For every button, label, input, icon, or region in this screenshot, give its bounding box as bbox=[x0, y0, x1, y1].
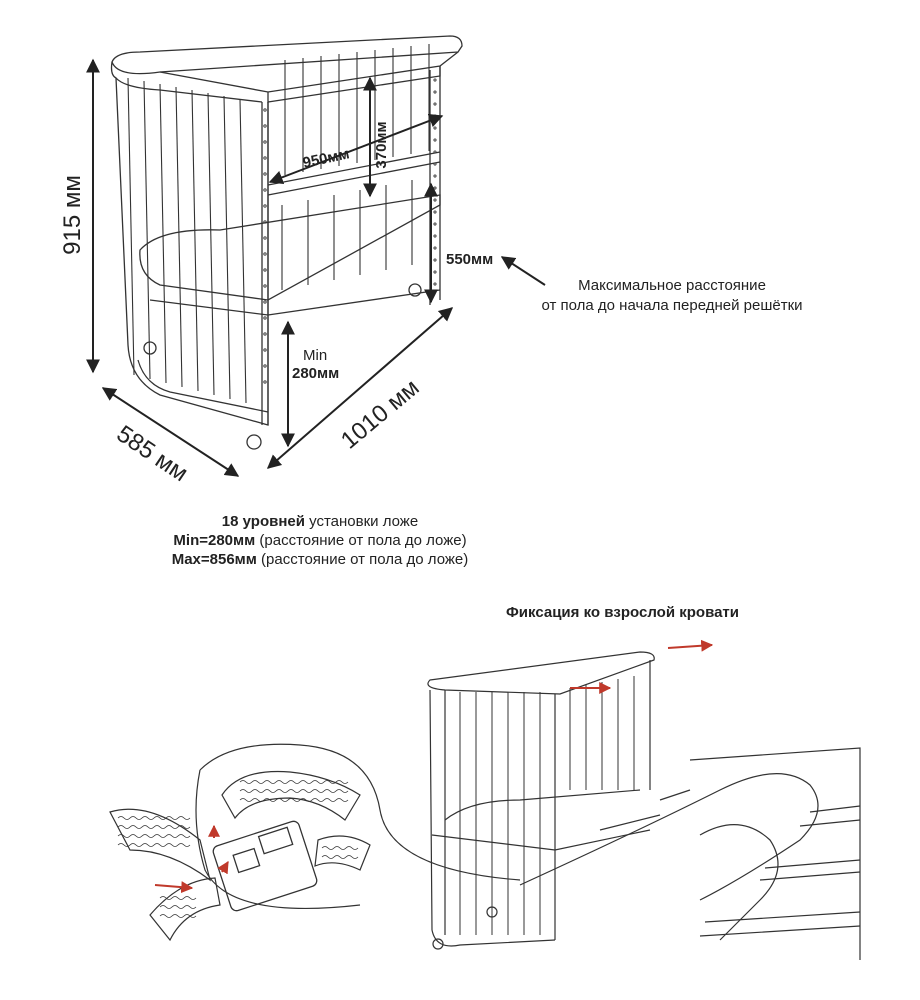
crib-slat bbox=[176, 87, 182, 387]
height-hole bbox=[434, 175, 436, 177]
crib-slat bbox=[128, 78, 134, 375]
height-hole bbox=[264, 157, 266, 159]
height-hole bbox=[264, 349, 266, 351]
crib-slat bbox=[208, 93, 214, 395]
levels-line-2: Min=280мм (расстояние от пола до ложе) bbox=[173, 532, 467, 549]
pointer-arrow bbox=[502, 257, 545, 285]
crib-mattress-base bbox=[140, 195, 440, 300]
fixation-drawing bbox=[110, 652, 860, 960]
rail-height-label: 370мм bbox=[373, 121, 390, 169]
height-hole bbox=[264, 285, 266, 287]
height-hole bbox=[434, 271, 436, 273]
height-hole bbox=[264, 125, 266, 127]
min-label: Min bbox=[303, 347, 328, 364]
wheel bbox=[247, 435, 261, 449]
height-hole bbox=[264, 365, 266, 367]
inner-length-label: 950мм bbox=[301, 145, 351, 172]
buckle-detail bbox=[212, 820, 319, 912]
strap-texture bbox=[118, 817, 190, 820]
height-hole bbox=[264, 141, 266, 143]
crib-slat bbox=[224, 96, 230, 399]
height-hole bbox=[434, 199, 436, 201]
crib-slat bbox=[160, 84, 166, 383]
fixation-title: Фиксация ко взрослой кровати bbox=[506, 604, 739, 621]
annotation-line-2: от пола до начала передней решётки bbox=[541, 297, 803, 314]
height-hole bbox=[434, 283, 436, 285]
height-hole bbox=[264, 237, 266, 239]
height-hole bbox=[264, 221, 266, 223]
strap-texture bbox=[240, 790, 348, 793]
levels-line-1: 18 уровней установки ложе bbox=[221, 513, 419, 530]
height-hole bbox=[264, 269, 266, 271]
height-hole bbox=[264, 301, 266, 303]
height-hole bbox=[434, 79, 436, 81]
zoom-circle bbox=[200, 744, 520, 880]
crib-slat bbox=[192, 90, 198, 391]
height-hole bbox=[434, 103, 436, 105]
height-hole bbox=[434, 115, 436, 117]
height-hole bbox=[264, 173, 266, 175]
height-hole bbox=[264, 333, 266, 335]
strap-texture bbox=[322, 847, 358, 850]
crib-top-rail bbox=[112, 36, 462, 74]
height-hole bbox=[434, 247, 436, 249]
crib-rounded-end bbox=[112, 62, 269, 425]
min-value-label: 280мм bbox=[292, 365, 340, 382]
strap-texture bbox=[118, 844, 190, 847]
height-hole bbox=[434, 151, 436, 153]
height-hole bbox=[434, 223, 436, 225]
inner-length-dim-arrow bbox=[270, 116, 442, 182]
height-hole bbox=[434, 127, 436, 129]
crib-slat bbox=[240, 99, 246, 403]
length-label: 1010 мм bbox=[335, 374, 425, 455]
annotation-line-1: Максимальное расстояние bbox=[578, 277, 766, 294]
strap-texture bbox=[118, 835, 190, 838]
height-hole bbox=[434, 91, 436, 93]
adult-bed-edge bbox=[690, 748, 860, 960]
strap-texture bbox=[160, 906, 196, 909]
levels-line-3: Max=856мм (расстояние от пола до ложе) bbox=[171, 551, 469, 568]
small-crib-top-rail bbox=[428, 652, 654, 694]
height-total-label: 915 мм bbox=[59, 175, 86, 255]
height-hole bbox=[434, 163, 436, 165]
strap-texture bbox=[118, 826, 190, 829]
gap-label: 550мм bbox=[446, 251, 494, 268]
depth-label: 585 мм bbox=[111, 420, 193, 488]
red-arrow bbox=[668, 645, 712, 648]
levels-info bbox=[40, 512, 600, 569]
red-arrow bbox=[222, 862, 228, 872]
height-hole bbox=[434, 211, 436, 213]
height-hole bbox=[264, 317, 266, 319]
height-hole bbox=[264, 253, 266, 255]
height-hole bbox=[434, 235, 436, 237]
height-hole bbox=[264, 109, 266, 111]
height-hole bbox=[264, 205, 266, 207]
height-hole bbox=[264, 189, 266, 191]
height-hole bbox=[434, 187, 436, 189]
height-hole bbox=[434, 139, 436, 141]
height-hole bbox=[264, 381, 266, 383]
crib-slat bbox=[144, 81, 150, 379]
height-hole bbox=[434, 259, 436, 261]
wavy-strap-upper bbox=[222, 771, 360, 820]
strap-texture bbox=[322, 856, 358, 859]
